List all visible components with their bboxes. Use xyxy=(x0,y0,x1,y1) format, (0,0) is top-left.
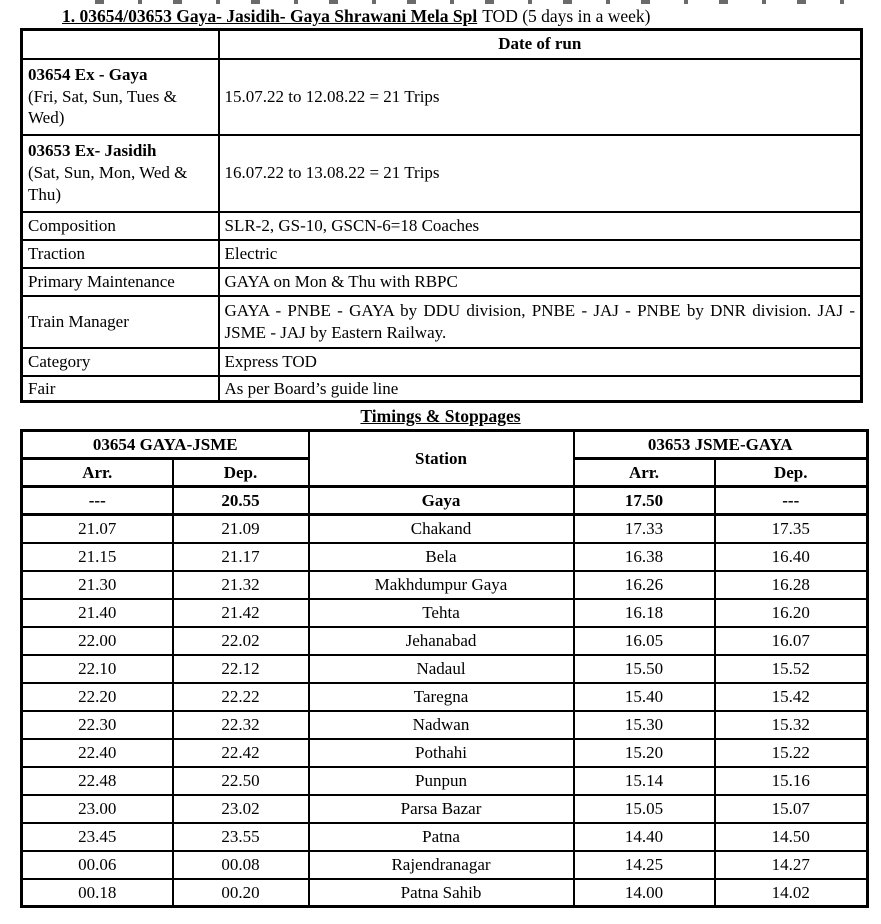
page-title-tod-note: TOD (5 days in a week) xyxy=(482,6,651,26)
table-row xyxy=(22,543,868,571)
station-name-cell: Jehanabad xyxy=(309,627,574,655)
arr-time-cell: 21.15 xyxy=(22,543,173,571)
arr-time-cell: 00.18 xyxy=(22,879,173,907)
dep-column-header: Dep. xyxy=(715,459,868,487)
dep-time-cell: 22.50 xyxy=(173,767,309,795)
direction-header-gaya-jsme: 03654 GAYA-JSME xyxy=(22,431,309,459)
run-days-label: (Fri, Sat, Sun, Tues & Wed) xyxy=(28,86,177,128)
arr-time-cell: 17.33 xyxy=(574,515,715,543)
arr-time-cell: 16.05 xyxy=(574,627,715,655)
dep-time-cell: 21.09 xyxy=(173,515,309,543)
table-row xyxy=(22,683,868,711)
dep-time-cell: 15.16 xyxy=(715,767,868,795)
arr-time-cell: 22.40 xyxy=(22,739,173,767)
arr-time-cell: 16.38 xyxy=(574,543,715,571)
train-info-table xyxy=(20,28,863,403)
dep-time-cell: 21.42 xyxy=(173,599,309,627)
station-name-cell: Bela xyxy=(309,543,574,571)
dep-time-cell: 23.02 xyxy=(173,795,309,823)
table-row xyxy=(22,739,868,767)
row-value: 16.07.22 to 13.08.22 = 21 Trips xyxy=(219,135,862,212)
arr-time-cell: 15.05 xyxy=(574,795,715,823)
dep-time-cell: 15.22 xyxy=(715,739,868,767)
dep-time-cell: 16.07 xyxy=(715,627,868,655)
arr-time-cell: 16.26 xyxy=(574,571,715,599)
station-name-cell: Taregna xyxy=(309,683,574,711)
table-row xyxy=(22,30,862,59)
dep-time-cell: 15.52 xyxy=(715,655,868,683)
arr-time-cell: 22.30 xyxy=(22,711,173,739)
arr-time-cell: 21.40 xyxy=(22,599,173,627)
station-name-cell: Tehta xyxy=(309,599,574,627)
dep-time-cell: 17.35 xyxy=(715,515,868,543)
table-row xyxy=(22,376,862,402)
date-of-run-header: Date of run xyxy=(219,30,862,59)
table-row xyxy=(22,240,862,268)
table-row xyxy=(22,515,868,543)
dep-time-cell: 00.08 xyxy=(173,851,309,879)
row-value: GAYA on Mon & Thu with RBPC xyxy=(219,268,862,296)
arr-time-cell: 22.48 xyxy=(22,767,173,795)
direction-header-jsme-gaya: 03653 JSME-GAYA xyxy=(574,431,868,459)
dep-time-cell: 20.55 xyxy=(173,487,309,515)
row-value: Express TOD xyxy=(219,348,862,376)
station-name-cell: Pothahi xyxy=(309,739,574,767)
train-number-label: 03653 Ex- Jasidih xyxy=(28,141,157,161)
dep-time-cell: 22.12 xyxy=(173,655,309,683)
arr-time-cell: 22.20 xyxy=(22,683,173,711)
arr-time-cell: 14.40 xyxy=(574,823,715,851)
station-name-cell: Nadaul xyxy=(309,655,574,683)
arr-time-cell: 00.06 xyxy=(22,851,173,879)
row-value: GAYA - PNBE - GAYA by DDU division, PNBE - JAJ - PNBE by DNR division. JAJ - JSME - JAJ by Eastern Railway. xyxy=(219,296,862,348)
dep-time-cell: 15.07 xyxy=(715,795,868,823)
dep-time-cell: 14.02 xyxy=(715,879,868,907)
row-value: Electric xyxy=(219,240,862,268)
dep-time-cell: --- xyxy=(715,487,868,515)
arr-time-cell: 15.20 xyxy=(574,739,715,767)
arr-time-cell: 23.45 xyxy=(22,823,173,851)
row-value: 15.07.22 to 12.08.22 = 21 Trips xyxy=(219,59,862,135)
arr-time-cell: 23.00 xyxy=(22,795,173,823)
table-row xyxy=(22,487,868,515)
table-row xyxy=(22,599,868,627)
station-name-cell: Patna Sahib xyxy=(309,879,574,907)
station-name-cell: Rajendranagar xyxy=(309,851,574,879)
dep-time-cell: 21.17 xyxy=(173,543,309,571)
table-row xyxy=(22,711,868,739)
arr-time-cell: 15.50 xyxy=(574,655,715,683)
table-row xyxy=(22,627,868,655)
arr-time-cell: 14.00 xyxy=(574,879,715,907)
station-name-cell: Patna xyxy=(309,823,574,851)
dep-time-cell: 16.20 xyxy=(715,599,868,627)
dep-time-cell: 00.20 xyxy=(173,879,309,907)
row-label: Fair xyxy=(22,376,219,402)
page-title xyxy=(62,6,881,27)
row-label: Composition xyxy=(22,212,219,240)
table-row xyxy=(22,571,868,599)
arr-time-cell: --- xyxy=(22,487,173,515)
dep-time-cell: 22.22 xyxy=(173,683,309,711)
arr-time-cell: 15.40 xyxy=(574,683,715,711)
row-label: Primary Maintenance xyxy=(22,268,219,296)
dep-time-cell: 23.55 xyxy=(173,823,309,851)
table-row xyxy=(22,296,862,348)
arr-time-cell: 22.10 xyxy=(22,655,173,683)
cropped-text-remnant xyxy=(95,0,855,4)
table-row xyxy=(22,431,868,459)
arr-time-cell: 15.14 xyxy=(574,767,715,795)
row-label: Traction xyxy=(22,240,219,268)
table-row xyxy=(22,767,868,795)
dep-time-cell: 15.42 xyxy=(715,683,868,711)
arr-time-cell: 14.25 xyxy=(574,851,715,879)
run-days-label: (Sat, Sun, Mon, Wed & Thu) xyxy=(28,163,188,204)
dep-time-cell: 22.02 xyxy=(173,627,309,655)
row-label xyxy=(22,59,219,135)
row-label xyxy=(22,135,219,212)
timings-heading: Timings & Stoppages xyxy=(360,406,521,427)
station-name-cell: Makhdumpur Gaya xyxy=(309,571,574,599)
station-name-cell: Chakand xyxy=(309,515,574,543)
dep-time-cell: 14.50 xyxy=(715,823,868,851)
arr-column-header: Arr. xyxy=(22,459,173,487)
table-row xyxy=(22,823,868,851)
station-column-header: Station xyxy=(309,431,574,487)
table-row xyxy=(22,268,862,296)
station-name-cell: Punpun xyxy=(309,767,574,795)
arr-time-cell: 22.00 xyxy=(22,627,173,655)
page-title-train-names: 1. 03654/03653 Gaya- Jasidih- Gaya Shrawani Mela Spl xyxy=(62,6,478,26)
station-name-cell: Nadwan xyxy=(309,711,574,739)
row-label: Train Manager xyxy=(22,296,219,348)
dep-time-cell: 15.32 xyxy=(715,711,868,739)
train-number-label: 03654 Ex - Gaya xyxy=(28,64,148,84)
dep-time-cell: 21.32 xyxy=(173,571,309,599)
row-value: As per Board’s guide line xyxy=(219,376,862,402)
dep-time-cell: 22.32 xyxy=(173,711,309,739)
table-row xyxy=(22,879,868,907)
empty-cell xyxy=(22,30,219,59)
dep-time-cell: 22.42 xyxy=(173,739,309,767)
arr-time-cell: 21.30 xyxy=(22,571,173,599)
station-name-cell: Gaya xyxy=(309,487,574,515)
station-name-cell: Parsa Bazar xyxy=(309,795,574,823)
dep-time-cell: 16.40 xyxy=(715,543,868,571)
table-row xyxy=(22,851,868,879)
table-row xyxy=(22,655,868,683)
dep-time-cell: 16.28 xyxy=(715,571,868,599)
arr-column-header: Arr. xyxy=(574,459,715,487)
table-row xyxy=(22,135,862,212)
table-row xyxy=(22,59,862,135)
dep-column-header: Dep. xyxy=(173,459,309,487)
arr-time-cell: 17.50 xyxy=(574,487,715,515)
table-row xyxy=(22,212,862,240)
arr-time-cell: 21.07 xyxy=(22,515,173,543)
arr-time-cell: 16.18 xyxy=(574,599,715,627)
table-row xyxy=(22,348,862,376)
timings-table xyxy=(20,429,869,908)
row-value: SLR-2, GS-10, GSCN-6=18 Coaches xyxy=(219,212,862,240)
row-label: Category xyxy=(22,348,219,376)
table-row xyxy=(22,795,868,823)
arr-time-cell: 15.30 xyxy=(574,711,715,739)
dep-time-cell: 14.27 xyxy=(715,851,868,879)
